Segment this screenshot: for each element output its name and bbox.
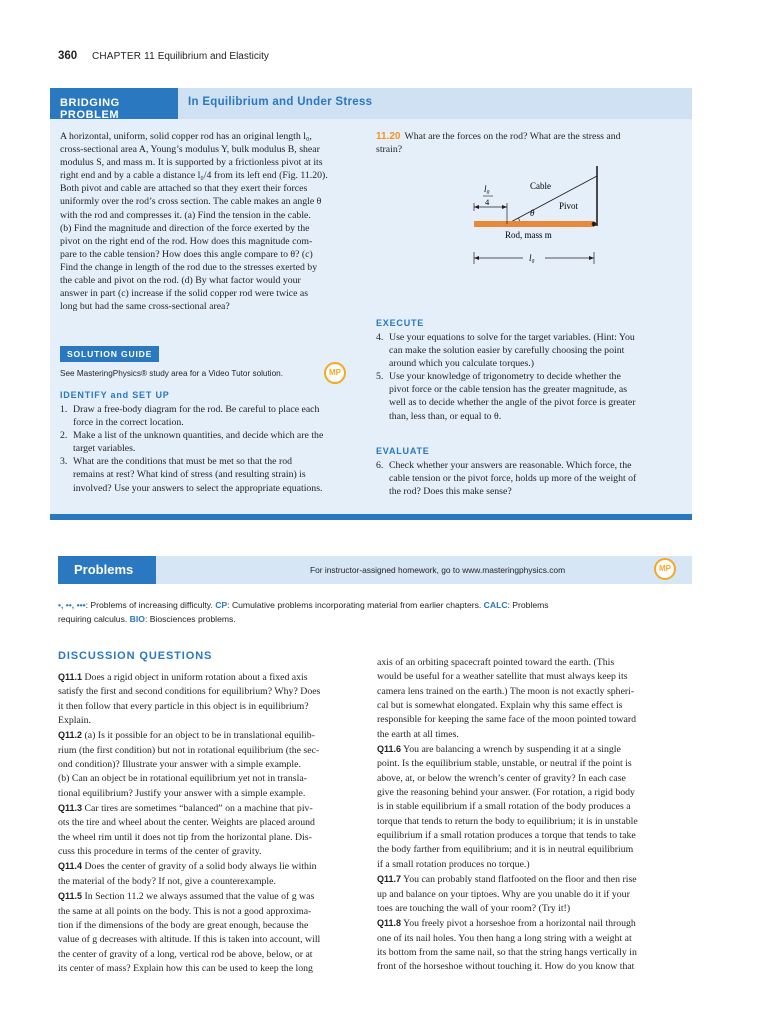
solution-guide-badge: SOLUTION GUIDE: [60, 346, 159, 362]
problems-bar: [58, 556, 692, 584]
discussion-line: [58, 670, 362, 685]
question-text: its center of mass? Explain how this can be used to keep the long: [58, 962, 313, 974]
question-number: Q11.8: [377, 918, 402, 929]
discussion-line: [377, 932, 681, 946]
question-text: one of its nail holes. You then hang a long string with a weight at: [377, 932, 632, 944]
question-text: satisfy the first and second conditions for equilibrium? Why? Does: [58, 686, 321, 698]
question-text: the material of the body? If not, give a counterexample.: [58, 875, 276, 887]
item-line: can make the solution easier by carefully choosing the point: [389, 345, 625, 357]
intro-line: the cable and pivot on the rod. (d) By what factor would your: [60, 275, 301, 287]
identify-list: [60, 403, 362, 495]
discussion-line: [377, 728, 681, 742]
discussion-line: [58, 685, 362, 699]
legend-calc-key: CALC: [483, 600, 508, 610]
question-text: rium (the first condition) but not in rotational equilibrium (the sec-: [58, 744, 320, 756]
legend-calc-text-2: requiring calculus.: [58, 613, 130, 624]
item-line: What are the conditions that must be met so that the rod: [73, 456, 293, 468]
label-cable: Cable: [530, 181, 551, 191]
problems-mp-icon: MP: [654, 558, 676, 580]
discussion-line: [58, 831, 362, 845]
discussion-left-column: [58, 670, 362, 976]
question-text: (a) Is it possible for an object to be in translational equilib-: [82, 730, 315, 742]
label-l0-denominator: 4: [485, 197, 490, 207]
discussion-line: [377, 685, 681, 699]
question-number: Q11.1: [58, 672, 83, 682]
question-number: Q11.6: [377, 744, 402, 755]
chapter-title: Equilibrium and Elasticity: [157, 51, 269, 62]
item-number: 6.: [376, 460, 384, 471]
question-text: camera lens trained on the earth.) The moon is not exactly spheri-: [377, 685, 635, 697]
question-text: above, at, or below the wrench’s center of gravity? In each case: [377, 772, 626, 784]
question-number: Q11.3: [58, 803, 83, 814]
problems-legend: [58, 599, 692, 626]
discussion-line: [377, 772, 681, 786]
question-text: the body farther from equilibrium; and it is in neutral equilibrium: [377, 844, 634, 856]
intro-line: with the rod and compresses it. (a) Find the tension in the cable.: [60, 209, 311, 221]
item-line: cable tension or the pivot force, holds up more of the weight of: [389, 473, 637, 485]
question-number: Q11.4: [58, 861, 83, 872]
discussion-line: [377, 786, 681, 800]
item-line: well as to decide whether the angle of the pivot force is greater: [389, 397, 636, 409]
question-text: In Section 11.2 we always assumed that the value of g was: [82, 891, 315, 903]
discussion-line: [377, 858, 681, 872]
item-line: Draw a free-body diagram for the rod. Be careful to place each: [73, 404, 320, 415]
discussion-line: [377, 843, 681, 857]
question-text: Car tires are sometimes “balanced” on a machine that piv-: [82, 803, 313, 815]
discussion-line: [58, 859, 362, 874]
list-item: [60, 403, 362, 429]
bridging-problem-tab: BRIDGING PROBLEM: [50, 88, 178, 119]
bridging-problem-title: In Equilibrium and Under Stress: [188, 96, 373, 108]
item-number: 2.: [60, 430, 68, 442]
label-l0-numerator: l₀: [484, 184, 490, 194]
intro-line: Find the change in length of the rod due to the stresses exerted by: [60, 261, 318, 273]
chapter-label: CHAPTER 11: [91, 51, 155, 62]
figure-number: 11.20: [376, 131, 401, 142]
discussion-line: [58, 787, 362, 801]
rod-diagram: [460, 160, 620, 272]
question-text: torque that tends to return the body to equilibrium; it is in unstable: [377, 815, 638, 827]
legend-cp-key: CP: [215, 600, 228, 610]
question-text: give the reasoning behind your answer. (For rotation, a rigid body: [377, 787, 635, 799]
question-text: front of the horseshoe without touching it. How do you know that: [377, 961, 635, 973]
item-line: target variables.: [73, 443, 136, 455]
item-number: 3.: [60, 456, 68, 468]
legend-cp-text: : Cumulative problems incorporating material from earlier chapters.: [227, 600, 484, 610]
mastering-physics-icon: MP: [324, 362, 346, 384]
discussion-line: [377, 713, 681, 727]
question-text: You can probably stand flatfooted on the floor and then rise: [401, 874, 637, 886]
question-text: the same at all points on the body. This is not a good approxima-: [58, 905, 312, 917]
question-text: You are balancing a wrench by suspending it at a single: [401, 744, 621, 756]
item-line: the rod? Does this make sense?: [389, 486, 512, 498]
item-line: involved? Use your answers to select the appropriate equations.: [73, 482, 323, 494]
item-number: 1.: [60, 404, 68, 415]
question-text: You freely pivot a horseshoe from a horizontal nail through: [401, 918, 636, 930]
discussion-line: [58, 758, 362, 772]
label-pivot: Pivot: [559, 201, 579, 211]
question-number: Q11.5: [58, 891, 83, 902]
item-number: 4.: [376, 332, 384, 343]
running-header: [58, 50, 269, 62]
discussion-line: [377, 757, 681, 771]
discussion-line: [58, 700, 362, 714]
discussion-line: [377, 742, 681, 757]
discussion-line: [377, 960, 681, 974]
question-text: the center of gravity of a long, vertical rod be above, below, or at: [58, 948, 313, 960]
list-item: [376, 370, 680, 422]
question-text: the wheel rim until it does not tip from the horizontal plane. Dis-: [58, 831, 312, 843]
question-text: would be useful for a weather satellite that must always keep its: [377, 671, 628, 683]
question-text: equilibrium if a small rotation produces a torque that tends to take: [377, 830, 636, 842]
intro-line: right end and by a cable a distance l₀/4 from its left end (Fig. 11.20).: [60, 170, 328, 182]
page-number: 360: [58, 50, 78, 62]
list-item: [60, 455, 362, 494]
question-text: tional equilibrium? Justify your answer with a simple example.: [58, 787, 306, 799]
item-line: remains at rest? What kind of stress (and resulting strain) is: [73, 469, 306, 481]
list-item: [60, 429, 362, 455]
discussion-line: [58, 816, 362, 830]
discussion-right-column: [377, 656, 681, 975]
discussion-line: [58, 714, 362, 728]
homework-link-text: For instructor-assigned homework, go to www.masteringphysics.com: [310, 565, 566, 575]
identify-heading: IDENTIFY and SET UP: [60, 390, 170, 400]
question-text: is in stable equilibrium if a small rotation of the body produces a: [377, 801, 631, 813]
item-line: Check whether your answers are reasonable. Which force, the: [389, 460, 632, 471]
discussion-line: [377, 670, 681, 684]
copper-rod: [474, 221, 594, 227]
question-text: Does a rigid object in uniform rotation about a fixed axis: [82, 672, 308, 683]
discussion-line: [58, 801, 362, 816]
figure-caption: [376, 130, 678, 156]
question-text: toes are touching the wall of your room? (Try it!): [377, 902, 571, 914]
label-rod: Rod, mass m: [505, 230, 552, 240]
item-line: Use your equations to solve for the target variables. (Hint: You: [389, 332, 635, 343]
discussion-line: [58, 744, 362, 758]
question-text: Does the center of gravity of a solid body always lie within: [82, 861, 317, 873]
discussion-line: [58, 962, 362, 976]
evaluate-list: [376, 459, 680, 498]
question-text: tion if the dimensions of the body are great enough, because the: [58, 919, 309, 931]
question-text: cal but is somewhat elongated. Explain why this same effect is: [377, 700, 623, 712]
discussion-line: [377, 656, 681, 670]
discussion-line: [377, 872, 681, 887]
discussion-line: [377, 888, 681, 902]
discussion-line: [58, 772, 362, 786]
question-text: (b) Can an object be in rotational equilibrium yet not in transla-: [58, 773, 307, 785]
execute-list: [376, 331, 680, 423]
figure-caption-line-1: What are the forces on the rod? What are the stress and: [404, 131, 621, 142]
intro-line: A horizontal, uniform, solid copper rod has an original length l₀,: [60, 131, 312, 142]
discussion-line: [58, 948, 362, 962]
legend-difficulty-text: : Problems of increasing difficulty.: [85, 600, 216, 610]
intro-line: pare to the cable tension? How does this angle compare to θ? (c): [60, 248, 313, 260]
discussion-line: [377, 916, 681, 931]
discussion-line: [377, 815, 681, 829]
question-text: Explain.: [58, 715, 91, 727]
discussion-line: [377, 946, 681, 960]
intro-line: answer in part (c) increase if the solid copper rod were twice as: [60, 288, 309, 300]
intro-line: (b) Find the magnitude and direction of the force exerted by the: [60, 222, 310, 234]
legend-calc-text: : Problems: [507, 600, 549, 610]
bridging-intro: [60, 130, 362, 313]
legend-line-1: [58, 599, 692, 613]
question-text: the earth at all times.: [377, 728, 459, 740]
discussion-line: [58, 889, 362, 904]
discussion-line: [377, 800, 681, 814]
label-l0: l₀: [529, 253, 535, 263]
question-text: value of g decreases with altitude. If this is taken into account, will: [58, 934, 321, 946]
discussion-line: [58, 933, 362, 947]
figure-caption-line-2: strain?: [376, 144, 403, 156]
question-number: Q11.7: [377, 874, 402, 885]
question-number: Q11.2: [58, 730, 83, 741]
problems-tab: Problems: [58, 556, 156, 584]
discussion-line: [377, 829, 681, 843]
intro-line: uniformly over the rod’s cross section. The cable makes an angle θ: [60, 196, 322, 208]
intro-line: long but had the same cross-sectional area?: [60, 301, 230, 313]
question-text: ond condition)? Illustrate your answer with a simple example.: [58, 759, 301, 771]
discussion-line: [58, 845, 362, 859]
item-line: than, less than, or equal to θ.: [389, 410, 502, 422]
item-line: force in the correct location.: [73, 417, 184, 429]
question-text: its bottom from the same nail, so that the string hangs vertically in: [377, 946, 637, 958]
question-text: axis of an orbiting spacecraft pointed toward the earth. (This: [377, 657, 615, 668]
item-line: Make a list of the unknown quantities, and decide which are the: [73, 430, 324, 442]
evaluate-heading: EVALUATE: [376, 446, 430, 456]
intro-line: cross-sectional area A, Young’s modulus Y, bulk modulus B, shear: [60, 144, 320, 156]
discussion-line: [58, 905, 362, 919]
pivot-point: [592, 222, 597, 227]
question-text: up and balance on your tiptoes. Why are you unable do it if your: [377, 888, 630, 900]
legend-line-2: [58, 613, 692, 627]
discussion-line: [58, 919, 362, 933]
discussion-heading: DISCUSSION QUESTIONS: [58, 650, 213, 662]
list-item: [376, 331, 680, 370]
question-text: cuss this procedure in terms of the center of gravity.: [58, 846, 262, 858]
question-text: point. Is the equilibrium stable, unstable, or neutral if the point is: [377, 758, 632, 770]
legend-bio-text: : Biosciences problems.: [144, 613, 236, 624]
discussion-line: [377, 699, 681, 713]
question-text: it then follow that every particle in this object is in equilibrium?: [58, 700, 309, 712]
discussion-line: [58, 728, 362, 743]
mastering-line: See MasteringPhysics® study area for a Video Tutor solution.: [60, 369, 283, 378]
intro-line: pivot on the right end of the rod. How does this magnitude com-: [60, 235, 313, 247]
intro-line: Both pivot and cable are attached so that they exert their forces: [60, 183, 308, 195]
cable-line: [507, 176, 597, 224]
question-text: if a small rotation produces no torque.): [377, 858, 530, 870]
item-line: around which you calculate torques.): [389, 358, 534, 370]
item-number: 5.: [376, 371, 384, 383]
list-item: [376, 459, 680, 498]
discussion-line: [58, 875, 362, 889]
intro-line: modulus S, and mass m. It is supported by a frictionless pivot at its: [60, 157, 323, 169]
question-text: ots the tire and wheel about the center. Weights are placed around: [58, 817, 315, 829]
execute-heading: EXECUTE: [376, 318, 425, 328]
legend-difficulty-key: •, ••, •••: [58, 600, 86, 610]
item-line: Use your knowledge of trigonometry to decide whether the: [389, 371, 621, 383]
intro-lines: [60, 130, 362, 313]
question-text: responsible for keeping the same face of the moon pointed toward: [377, 714, 636, 726]
legend-bio-key: BIO: [129, 613, 145, 624]
bridging-problem-header: [50, 88, 692, 119]
label-theta: θ: [530, 208, 535, 218]
discussion-line: [377, 902, 681, 916]
item-line: pivot force or the cable tension has the greater magnitude, as: [389, 384, 628, 396]
